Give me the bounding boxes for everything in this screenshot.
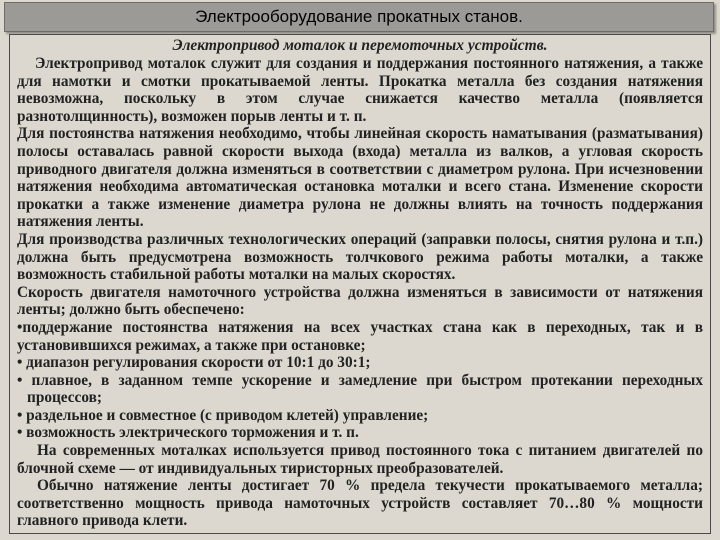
bullet-item: • раздельное и совместное (с приводом клетей) управление; [17,406,429,424]
paragraph-speed: Скорость двигателя намоточного устройства должна изменяться в зависимости от натяжения ленты; должно быть обеспечено: [17,283,703,319]
paragraph-tension: Для постоянства натяжения необходимо, чтобы линейная скорость наматывания (разматывания) полосы оставалась равной скорости выхода (входа) металла из валков, а угловая скорость приводного двигателя должна изменяться в соответствии с диаметром рулона. При исчезновении натяжения необходима автоматическая остановка моталки и всего стана. Изменение скорости прокатки а также изменение диаметра рулона не должны влиять на точность поддержания натяжения ленты. [17,125,703,231]
section-heading: Электропривод моталок и перемоточных устройств. [172,37,548,54]
bullet-item: • возможность электрического торможения и т. п. [17,424,359,442]
title-bar [4,2,714,32]
bullet-item: • диапазон регулирования скорости от 10:1 до 30:1; [17,354,371,372]
content-box [9,34,711,534]
paragraph-modern-drives: На современных моталках используется привод постоянного тока с питанием двигателей по блочной схеме — от индивидуальных тиристорных преобразователей. [17,442,703,477]
paragraph-intro: Электропривод моталок служит для создания и поддержания постоянного натяжения, а также для намотки и смотки прокатываемой ленты. Прокатка металла без создания натяжения невозможна, поскольку в этом случае снижается качество металла (появляется разнотолщинность), возможен порыв ленты и т. п. [17,55,703,125]
paragraph-tension-power: Обычно натяжение ленты достигает 70 % предела текучести прокатываемого металла; соответственно мощность привода намоточных устройств составляет 70…80 % мощности главного привода клети. [17,477,703,530]
bullet-item: •поддержание постоянства натяжения на всех участках стана как в переходных, так и в установившихся режимах, а также при остановке; [17,318,703,354]
paragraph-operations: Для производства различных технологических операций (заправки полосы, снятия рулона и т.п.) должна быть предусмотрена возможность толчкового режима работы моталки, а также возможность стабильной работы моталки на малых скоростях. [17,230,703,284]
slide-title: Электрооборудование прокатных станов. [195,7,523,26]
bullet-item: • плавное, в заданном темпе ускорение и замедление при быстром протекании переходных процессов; [17,371,703,407]
